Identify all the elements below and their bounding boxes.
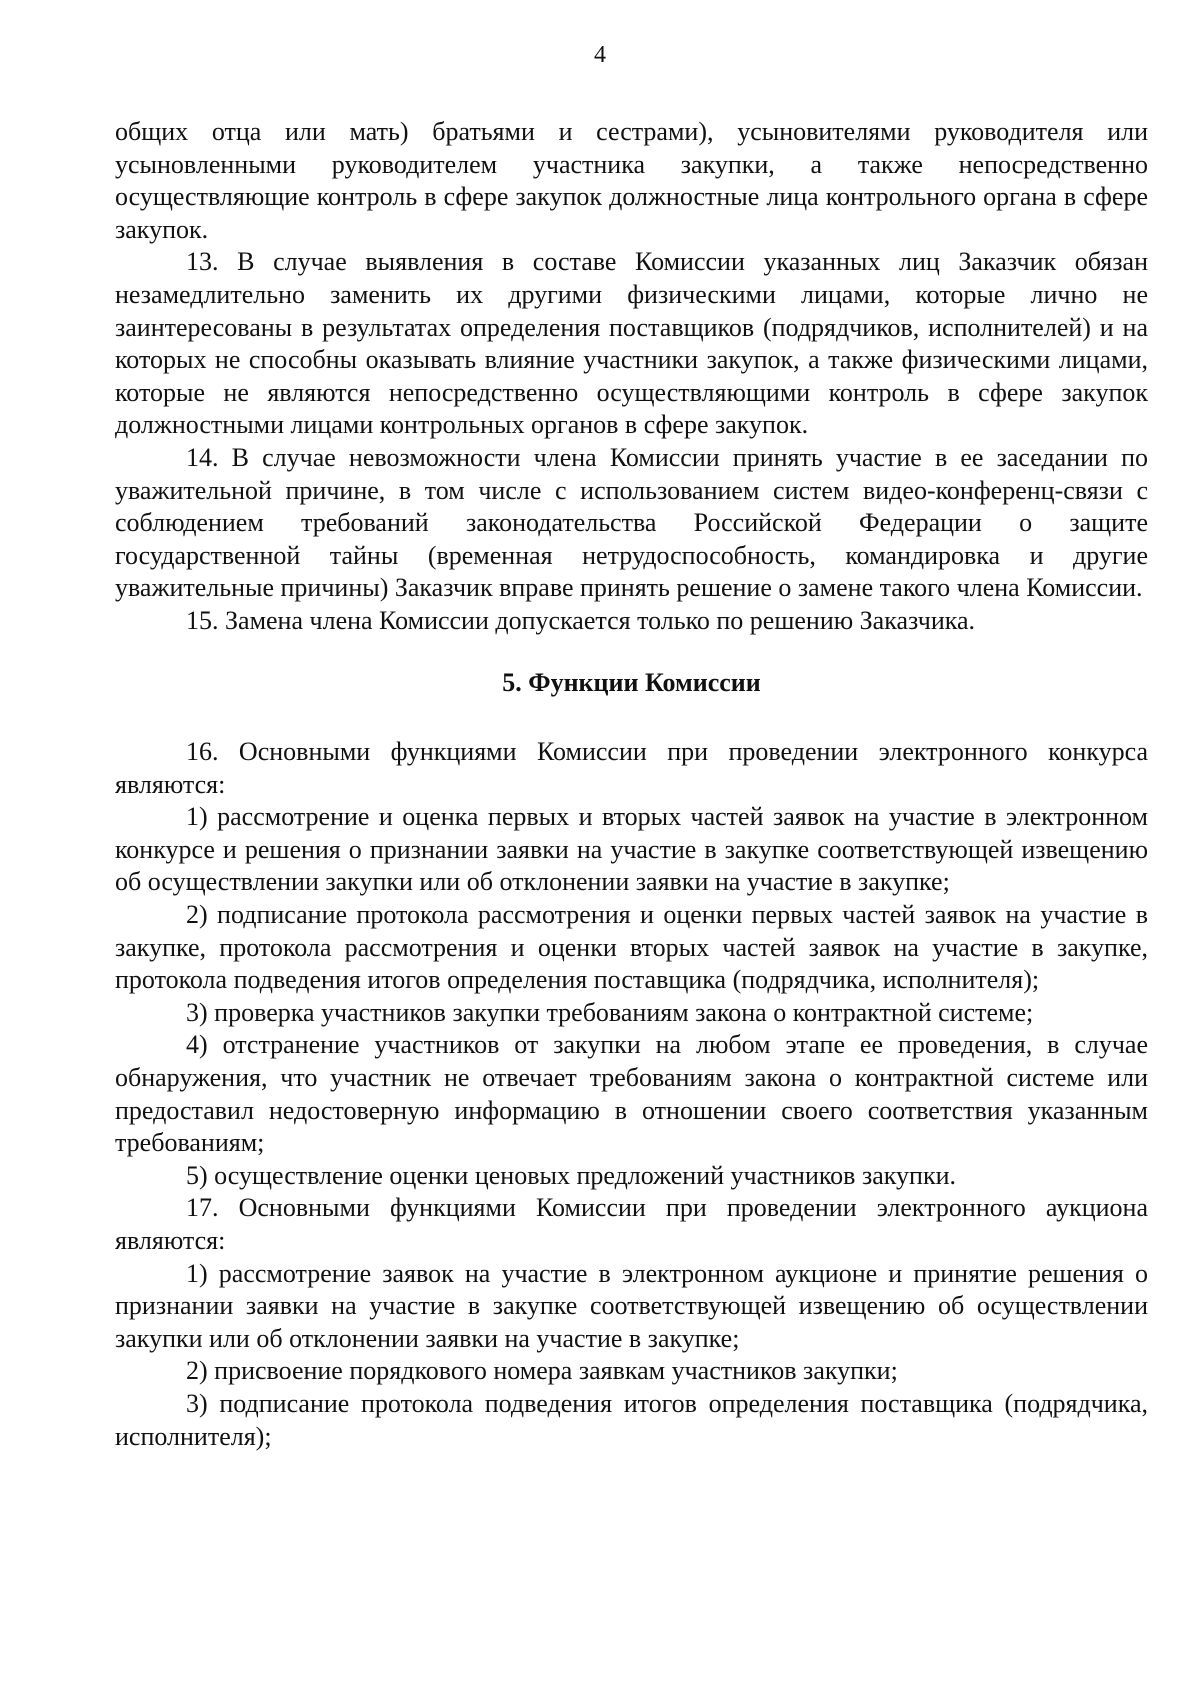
paragraph-16: 16. Основными функциями Комиссии при проведении электронного конкурса являются: (115, 737, 1148, 799)
list-item-16-5: 5) осуществление оценки ценовых предложений участников закупки. (186, 1160, 956, 1190)
page-number: 4 (594, 42, 606, 68)
section-title: 5. Функции Комиссии (502, 667, 761, 697)
paragraph-17: 17. Основными функциями Комиссии при проведении электронного аукциона являются: (115, 1193, 1148, 1255)
list-item-17-3: 3) подписание протокола подведения итогов определения поставщика (подрядчика, исполнителя); (115, 1388, 1148, 1451)
paragraph-14: 14. В случае невозможности члена Комиссии принять участие в ее заседании по уважительной причине, в том числе с использованием систем видео-конференц-связи с соблюдением требований законодательства Российской Федерации о защите государственной тайны (временная нетрудоспособность, командировка и другие уважительные причины) Заказчик вправе принять решение о замене такого члена Комиссии. (115, 442, 1148, 603)
list-item-16-4: 4) отстранение участников от закупки на любом этапе ее проведения, в случае обнаружения, что участник не отвечает требованиям закона о контрактной системе или предоставил недостоверную информацию в отношении своего соответствия указанным требованиям; (115, 1030, 1148, 1158)
list-item-16-1: 1) рассмотрение и оценка первых и вторых частей заявок на участие в электронном конкурсе и решения о признании заявки на участие в закупке соответствующей извещению об осуществлении закупки или об отклонении заявки на участие в закупке; (115, 802, 1148, 897)
paragraph-15: 15. Замена члена Комиссии допускается только по решению Заказчика. (186, 605, 976, 635)
document-body (115, 116, 1148, 1453)
list-item-17-2: 2) присвоение порядкового номера заявкам участников закупки; (186, 1356, 898, 1386)
list-item-16-2: 2) подписание протокола рассмотрения и оценки первых частей заявок на участие в закупке, протокола рассмотрения и оценки вторых частей заявок на участие в закупке, протокола подведения итогов определения поставщика (подрядчика, исполнителя); (115, 900, 1148, 995)
list-item-17-1: 1) рассмотрение заявок на участие в электронном аукционе и принятие решения о признании заявки на участие в закупке соответствующей извещению об осуществлении закупки или об отклонении заявки на участие в закупке; (115, 1258, 1148, 1353)
paragraph-continuation: общих отца или мать) братьями и сестрами), усыновителями руководителя или усыновленными руководителем участника закупки, а также непосредственно осуществляющие контроль в сфере закупок должностные лица контрольного органа в сфере закупок. (115, 117, 1148, 244)
list-item-16-3: 3) проверка участников закупки требованиям закона о контрактной системе; (186, 997, 1034, 1027)
paragraph-13: 13. В случае выявления в составе Комиссии указанных лиц Заказчик обязан незамедлительно заменить их другими физическими лицами, которые лично не заинтересованы в результатах определения поставщиков (подрядчиков, исполнителей) и на которых не способны оказывать влияние участники закупок, а также физическими лицами, которые не являются непосредственно осуществляющими контроль в сфере закупок должностными лицами контрольных органов в сфере закупок. (115, 247, 1148, 440)
